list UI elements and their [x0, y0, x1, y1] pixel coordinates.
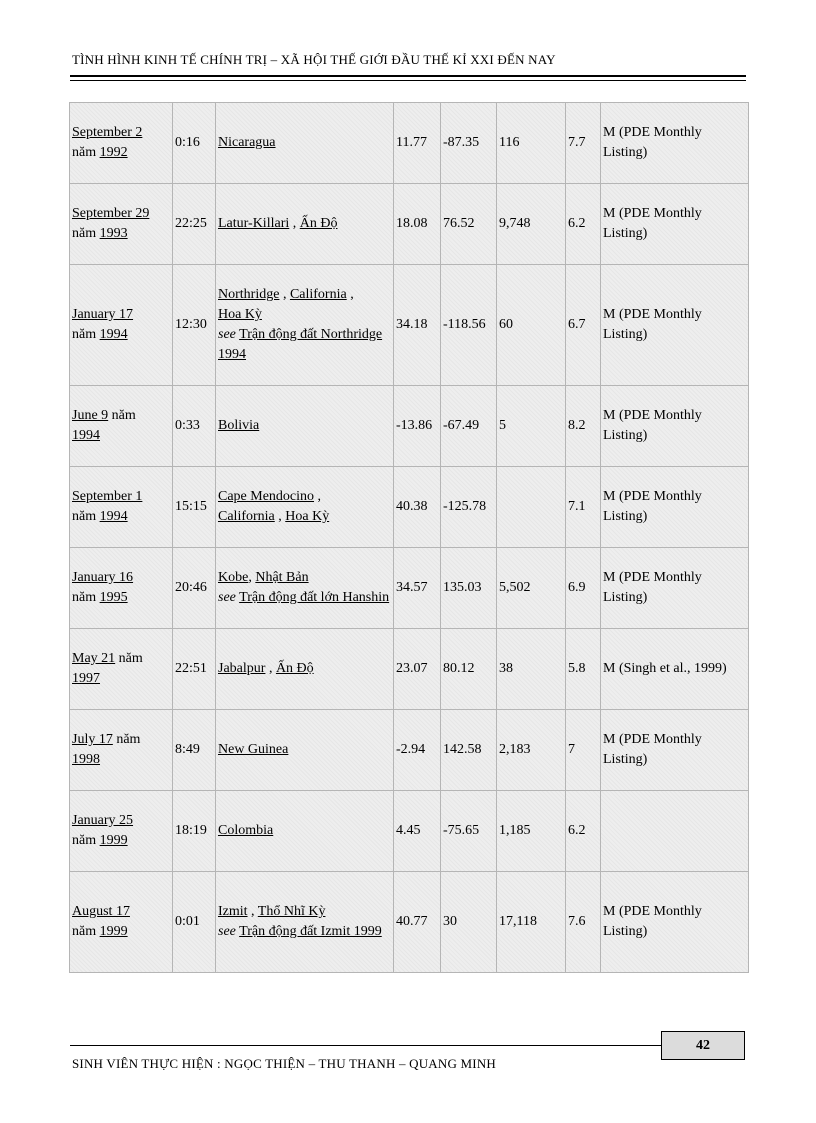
date-cell	[70, 265, 173, 386]
date-cell	[70, 467, 173, 548]
header-title: TÌNH HÌNH KINH TẾ CHÍNH TRỊ – XÃ HỘI THẾ GIỚI ĐẦU THẾ KỈ XXI ĐẾN NAY	[72, 52, 556, 67]
location-link[interactable]: Cape Mendocino	[218, 489, 315, 504]
date-prefix: năm	[72, 924, 97, 939]
date-prefix: năm	[118, 651, 143, 666]
location-link[interactable]: Ấn Độ	[275, 661, 314, 676]
location-link[interactable]: Ấn Độ	[299, 216, 338, 231]
location-link[interactable]: California	[289, 287, 347, 302]
magnitude-cell: 6.2	[566, 184, 601, 265]
time-cell: 20:46	[173, 548, 216, 629]
date-cell	[70, 184, 173, 265]
date-prefix: năm	[116, 732, 141, 747]
magnitude-cell: 5.8	[566, 629, 601, 710]
date-prefix: năm	[111, 408, 136, 423]
date-link[interactable]: January 17	[72, 307, 134, 322]
location-link[interactable]: Nicaragua	[218, 135, 276, 150]
date-cell	[70, 386, 173, 467]
time-cell: 0:33	[173, 386, 216, 467]
location-link[interactable]: Nhật Bản	[255, 570, 309, 585]
deaths-cell: 9,748	[497, 184, 566, 265]
latitude-cell: 4.45	[394, 791, 441, 872]
date-prefix: năm	[72, 226, 97, 241]
latitude-cell: 34.18	[394, 265, 441, 386]
date-cell	[70, 791, 173, 872]
year-link[interactable]: 1999	[99, 924, 128, 939]
deaths-cell	[497, 467, 566, 548]
longitude-cell: 76.52	[441, 184, 497, 265]
latitude-cell: 40.77	[394, 872, 441, 973]
deaths-cell: 5,502	[497, 548, 566, 629]
longitude-cell: -75.65	[441, 791, 497, 872]
date-cell	[70, 103, 173, 184]
deaths-cell: 38	[497, 629, 566, 710]
date-prefix: năm	[72, 833, 97, 848]
see-link[interactable]: Trận động đất Northridge 1994	[218, 327, 383, 362]
longitude-cell: 135.03	[441, 548, 497, 629]
longitude-cell: -125.78	[441, 467, 497, 548]
table-row	[70, 103, 749, 184]
date-cell	[70, 872, 173, 973]
date-cell	[70, 548, 173, 629]
longitude-cell: -87.35	[441, 103, 497, 184]
date-link[interactable]: January 16	[72, 570, 134, 585]
reference-cell: M (PDE Monthly Listing)	[601, 467, 749, 548]
year-link[interactable]: 1998	[72, 752, 100, 767]
year-link[interactable]: 1994	[99, 327, 128, 342]
time-cell: 15:15	[173, 467, 216, 548]
date-link[interactable]: September 1	[72, 489, 143, 504]
magnitude-cell: 7	[566, 710, 601, 791]
header-rule-thin	[70, 80, 746, 81]
deaths-cell: 60	[497, 265, 566, 386]
location-link[interactable]: Jabalpur	[218, 661, 266, 676]
table-row	[70, 548, 749, 629]
location-cell: Jabalpur , Ấn Độ	[216, 629, 394, 710]
longitude-cell: 142.58	[441, 710, 497, 791]
latitude-cell: 18.08	[394, 184, 441, 265]
magnitude-cell: 7.1	[566, 467, 601, 548]
table-row	[70, 872, 749, 973]
latitude-cell: 34.57	[394, 548, 441, 629]
reference-cell: M (PDE Monthly Listing)	[601, 103, 749, 184]
reference-cell: M (PDE Monthly Listing)	[601, 548, 749, 629]
magnitude-cell: 8.2	[566, 386, 601, 467]
latitude-cell: 40.38	[394, 467, 441, 548]
date-prefix: năm	[72, 145, 97, 160]
year-link[interactable]: 1995	[99, 590, 128, 605]
see-label: see	[218, 327, 236, 342]
location-cell: Izmit , Thổ Nhĩ Kỳ see Trận động đất Izmit 1999	[216, 872, 394, 973]
magnitude-cell: 6.7	[566, 265, 601, 386]
reference-cell: M (PDE Monthly Listing)	[601, 265, 749, 386]
location-cell	[216, 103, 394, 184]
latitude-cell: 11.77	[394, 103, 441, 184]
location-link[interactable]: Izmit	[218, 904, 248, 919]
see-label: see	[218, 590, 236, 605]
location-link[interactable]: Colombia	[218, 823, 274, 838]
date-link[interactable]: September 2	[72, 125, 143, 140]
date-link[interactable]: August 17	[72, 904, 130, 919]
location-link[interactable]: New Guinea	[218, 742, 289, 757]
reference-cell	[601, 791, 749, 872]
deaths-cell: 2,183	[497, 710, 566, 791]
magnitude-cell: 6.9	[566, 548, 601, 629]
deaths-cell: 17,118	[497, 872, 566, 973]
date-link[interactable]: January 25	[72, 813, 134, 828]
reference-cell: M (PDE Monthly Listing)	[601, 386, 749, 467]
year-link[interactable]: 1997	[72, 671, 100, 686]
time-cell: 22:25	[173, 184, 216, 265]
reference-cell: M (PDE Monthly Listing)	[601, 710, 749, 791]
time-cell: 18:19	[173, 791, 216, 872]
location-link[interactable]: Hoa Kỳ	[218, 307, 262, 322]
date-link[interactable]: June 9	[72, 408, 109, 423]
location-link[interactable]: Bolivia	[218, 418, 260, 433]
table-row	[70, 629, 749, 710]
table-row	[70, 710, 749, 791]
header-rule-thick	[70, 75, 746, 77]
magnitude-cell: 6.2	[566, 791, 601, 872]
date-prefix: năm	[72, 590, 97, 605]
table-row	[70, 265, 749, 386]
location-link[interactable]: Thổ Nhĩ Kỳ	[257, 904, 326, 919]
table-row	[70, 184, 749, 265]
location-cell: Cape Mendocino , California , Hoa Kỳ	[216, 467, 394, 548]
reference-cell: M (Singh et al., 1999)	[601, 629, 749, 710]
deaths-cell: 5	[497, 386, 566, 467]
time-cell: 8:49	[173, 710, 216, 791]
location-cell: Northridge , California , Hoa Kỳ see Trận động đất Northridge 1994	[216, 265, 394, 386]
date-prefix: năm	[72, 327, 97, 342]
earthquake-table	[69, 102, 749, 973]
time-cell: 12:30	[173, 265, 216, 386]
see-link[interactable]: Trận động đất Izmit 1999	[239, 924, 382, 939]
latitude-cell: 23.07	[394, 629, 441, 710]
location-link[interactable]: California	[218, 509, 275, 524]
date-cell	[70, 629, 173, 710]
table-row	[70, 467, 749, 548]
deaths-cell: 116	[497, 103, 566, 184]
location-cell: Kobe, Nhật Bản see Trận động đất lớn Hanshin	[216, 548, 394, 629]
longitude-cell: -67.49	[441, 386, 497, 467]
year-link[interactable]: 1994	[99, 509, 128, 524]
footer-rule	[70, 1045, 662, 1046]
location-cell	[216, 386, 394, 467]
magnitude-cell: 7.6	[566, 872, 601, 973]
year-link[interactable]: 1993	[99, 226, 128, 241]
date-link[interactable]: May 21	[72, 651, 116, 666]
location-cell	[216, 710, 394, 791]
year-link[interactable]: 1999	[99, 833, 128, 848]
year-link[interactable]: 1994	[72, 428, 100, 443]
date-prefix: năm	[72, 509, 97, 524]
location-link[interactable]: Kobe	[218, 570, 249, 585]
latitude-cell: -13.86	[394, 386, 441, 467]
year-link[interactable]: 1992	[99, 145, 128, 160]
time-cell: 0:01	[173, 872, 216, 973]
longitude-cell: 30	[441, 872, 497, 973]
longitude-cell: -118.56	[441, 265, 497, 386]
time-cell: 0:16	[173, 103, 216, 184]
deaths-cell: 1,185	[497, 791, 566, 872]
location-link[interactable]: Latur-Killari	[218, 216, 290, 231]
see-link[interactable]: Trận động đất lớn Hanshin	[239, 590, 390, 605]
location-link[interactable]: Northridge	[218, 287, 280, 302]
table-row	[70, 791, 749, 872]
footer-text: SINH VIÊN THỰC HIỆN : NGỌC THIỆN – THU THANH – QUANG MINH	[72, 1056, 496, 1071]
location-link[interactable]: Hoa Kỳ	[285, 509, 330, 524]
date-cell	[70, 710, 173, 791]
reference-cell: M (PDE Monthly Listing)	[601, 872, 749, 973]
reference-cell: M (PDE Monthly Listing)	[601, 184, 749, 265]
location-cell	[216, 791, 394, 872]
table-row	[70, 386, 749, 467]
date-link[interactable]: July 17	[72, 732, 113, 747]
time-cell: 22:51	[173, 629, 216, 710]
longitude-cell: 80.12	[441, 629, 497, 710]
latitude-cell: -2.94	[394, 710, 441, 791]
date-link[interactable]: September 29	[72, 206, 150, 221]
see-label: see	[218, 924, 236, 939]
location-cell: Latur-Killari , Ấn Độ	[216, 184, 394, 265]
magnitude-cell: 7.7	[566, 103, 601, 184]
page-number: 42	[661, 1031, 745, 1060]
